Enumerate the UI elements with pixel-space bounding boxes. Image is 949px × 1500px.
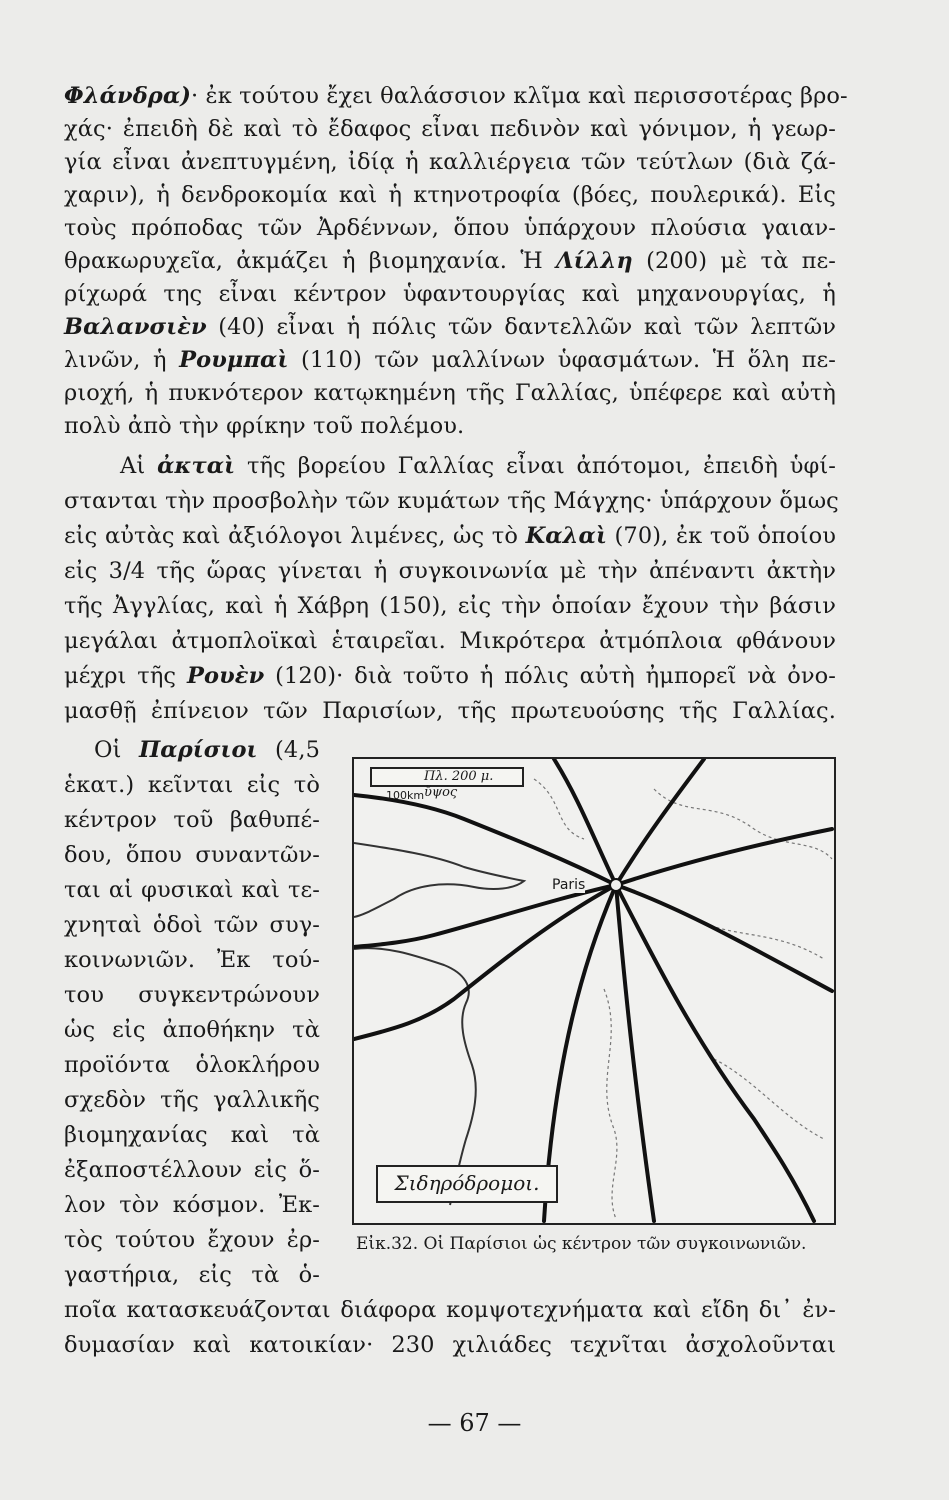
text-line: τῆς Ἀγγλίας, καὶ ἡ Χάβρη (150), εἰς τὴν ὁποίαν ἔχουν τὴν βάσιν bbox=[64, 593, 836, 619]
text-line: λον τὸν κόσμον. Ἐκ- bbox=[64, 1192, 320, 1218]
distance-scale-label: 100km bbox=[386, 789, 425, 802]
railway-line-south-central bbox=[616, 885, 654, 1221]
text-span: θρακωρυχεῖα, ἀκμάζει ἡ βιομηχανία. Ἡ bbox=[64, 248, 557, 274]
place-lille: Λίλλη bbox=[556, 248, 633, 274]
railway-line-southeast bbox=[616, 885, 832, 991]
place-rouen: Ρουὲν bbox=[186, 663, 265, 689]
text-line: κέντρον τοῦ βαθυπέ- bbox=[64, 807, 320, 833]
map-figure bbox=[352, 757, 836, 1225]
term-coasts: ἀκταὶ bbox=[157, 453, 236, 479]
text-line bbox=[64, 660, 836, 692]
text-span: Οἱ bbox=[94, 737, 139, 763]
text-line: εἰς 3/4 τῆς ὥρας γίνεται ἡ συγκοινωνία μὲ τὴν ἀπέναντι ἀκτὴν bbox=[64, 558, 836, 584]
text-line bbox=[64, 450, 836, 482]
text-span: (70), ἐκ τοῦ ὁποίου bbox=[606, 523, 836, 549]
text-line: ἑκατ.) κεῖνται εἰς τὸ bbox=[64, 772, 320, 798]
text-line bbox=[64, 311, 836, 343]
place-calais: Καλαὶ bbox=[525, 523, 607, 549]
text-line bbox=[64, 245, 836, 277]
coastline-north bbox=[354, 843, 524, 917]
place-flanders: Φλάνδρα) bbox=[64, 83, 192, 109]
text-line: του συγκεντρώνουν bbox=[64, 982, 320, 1008]
text-line: πολὺ ἀπὸ τὴν φρίκην τοῦ πολέμου. bbox=[64, 413, 465, 439]
paris-label: Paris bbox=[552, 877, 586, 893]
text-span: λινῶν, ἡ bbox=[64, 347, 180, 373]
paris-marker bbox=[610, 879, 622, 891]
railway-line-north bbox=[554, 759, 616, 885]
elevation-scale: Πλ. 200 μ. ὕψος bbox=[370, 767, 524, 787]
text-line: μεγάλαι ἀτμοπλοϊκαὶ ἑταιρεῖαι. Μικρότερα ἀτμόπλοια φθάνουν bbox=[64, 628, 836, 654]
text-line: τὸς τούτου ἔχουν ἐρ- bbox=[64, 1227, 320, 1253]
relief-contour bbox=[714, 1059, 824, 1139]
text-line: δου, ὅπου συναντῶν- bbox=[64, 842, 320, 868]
text-line bbox=[64, 734, 320, 766]
text-span: (110) τῶν μαλλίνων ὑφασμάτων. Ἡ ὅλη πε- bbox=[288, 347, 836, 373]
railway-line-northwest bbox=[354, 885, 616, 947]
relief-contour bbox=[534, 779, 584, 839]
text-span: (120)· διὰ τοῦτο ἡ πόλις αὐτὴ ἠμπορεῖ νὰ ὀνο- bbox=[264, 663, 836, 689]
railway-line-west bbox=[354, 885, 616, 1039]
place-roubaix: Ρουμπαὶ bbox=[179, 347, 289, 373]
text-line: χαριν), ἡ δενδροκομία καὶ ἡ κτηνοτροφία (βόες, πουλερικά). Εἰς bbox=[64, 182, 836, 208]
text-span: εἰς αὐτὰς καὶ ἀξιόλογοι λιμένες, ὡς τὸ bbox=[64, 523, 526, 549]
text-line: βιομηχανίας καὶ τὰ bbox=[64, 1122, 320, 1148]
text-line: γαστήρια, εἰς τὰ ὁ- bbox=[64, 1262, 320, 1288]
text-span: τῆς βορείου Γαλλίας εἶναι ἀπότομοι, ἐπειδὴ ὑφί- bbox=[235, 453, 836, 479]
page-number: — 67 — bbox=[427, 1409, 522, 1437]
text-line: μασθῇ ἐπίνειον τῶν Παρισίων, τῆς πρωτευούσης τῆς Γαλλίας. bbox=[64, 698, 836, 724]
place-valenciennes: Βαλανσιὲν bbox=[64, 314, 207, 340]
text-line: δυμασίαν καὶ κατοικίαν· 230 χιλιάδες τεχνῖται ἀσχολοῦνται bbox=[64, 1332, 836, 1358]
text-span: μέχρι τῆς bbox=[64, 663, 187, 689]
text-span: Αἱ bbox=[120, 453, 158, 479]
text-line bbox=[64, 80, 848, 112]
text-line: ται αἱ φυσικαὶ καὶ τε- bbox=[64, 877, 320, 903]
text-line: ὡς εἰς ἀποθήκην τὰ bbox=[64, 1017, 320, 1043]
text-line bbox=[64, 344, 836, 376]
text-line bbox=[64, 520, 836, 552]
text-line: τοὺς πρόποδας τῶν Ἀρδέννων, ὅπου ὑπάρχουν πλούσια γαιαν- bbox=[64, 215, 836, 241]
relief-contour bbox=[604, 989, 617, 1219]
figure-caption: Εἰκ.32. Οἱ Παρίσιοι ὡς κέντρον τῶν συγκοινωνιῶν. bbox=[356, 1234, 807, 1254]
text-span: (200) μὲ τὰ πε- bbox=[632, 248, 836, 274]
legend-railways: Σιδηρόδρομοι. bbox=[376, 1165, 558, 1203]
text-line: χνηταὶ ὁδοὶ τῶν συγ- bbox=[64, 912, 320, 938]
railway-line-north-west bbox=[354, 795, 616, 885]
text-line: χάς· ἐπειδὴ δὲ καὶ τὸ ἔδαφος εἶναι πεδινὸν καὶ γόνιμον, ἡ γεωρ- bbox=[64, 116, 836, 142]
text-span: (4,5 bbox=[257, 737, 320, 763]
text-line: γία εἶναι ἀνεπτυγμένη, ἰδίᾳ ἡ καλλιέργεια τῶν τεύτλων (διὰ ζά- bbox=[64, 149, 836, 175]
text-line: ρίχωρά της εἶναι κέντρον ὑφαντουργίας καὶ μηχανουργίας, ἡ bbox=[64, 281, 836, 307]
text-line: σχεδὸν τῆς γαλλικῆς bbox=[64, 1087, 320, 1113]
place-parisians: Παρίσιοι bbox=[138, 737, 258, 763]
text-line: ριοχή, ἡ πυκνότερον κατῳκημένη τῆς Γαλλίας, ὑπέφερε καὶ αὐτὴ bbox=[64, 380, 836, 406]
text-line: ἐξαποστέλλουν εἰς ὅ- bbox=[64, 1157, 320, 1183]
text-line: ποῖα κατασκευάζονται διάφορα κομψοτεχνήματα καὶ εἴδη δι᾽ ἐν- bbox=[64, 1297, 836, 1323]
text-line: στανται τὴν προσβολὴν τῶν κυμάτων τῆς Μάγχης· ὑπάρχουν ὅμως bbox=[64, 488, 839, 514]
text-line: κοινωνιῶν. Ἐκ τού- bbox=[64, 947, 320, 973]
text-line: προϊόντα ὁλοκλήρου bbox=[64, 1052, 320, 1078]
railway-map bbox=[354, 759, 834, 1223]
railway-line-northeast bbox=[616, 759, 704, 885]
text-span: (40) εἶναι ἡ πόλις τῶν δαντελλῶν καὶ τῶν λεπτῶν bbox=[206, 314, 836, 340]
text-span: · ἐκ τούτου ἔχει θαλάσσιον κλῖμα καὶ περισσοτέρας βρο- bbox=[191, 83, 848, 109]
